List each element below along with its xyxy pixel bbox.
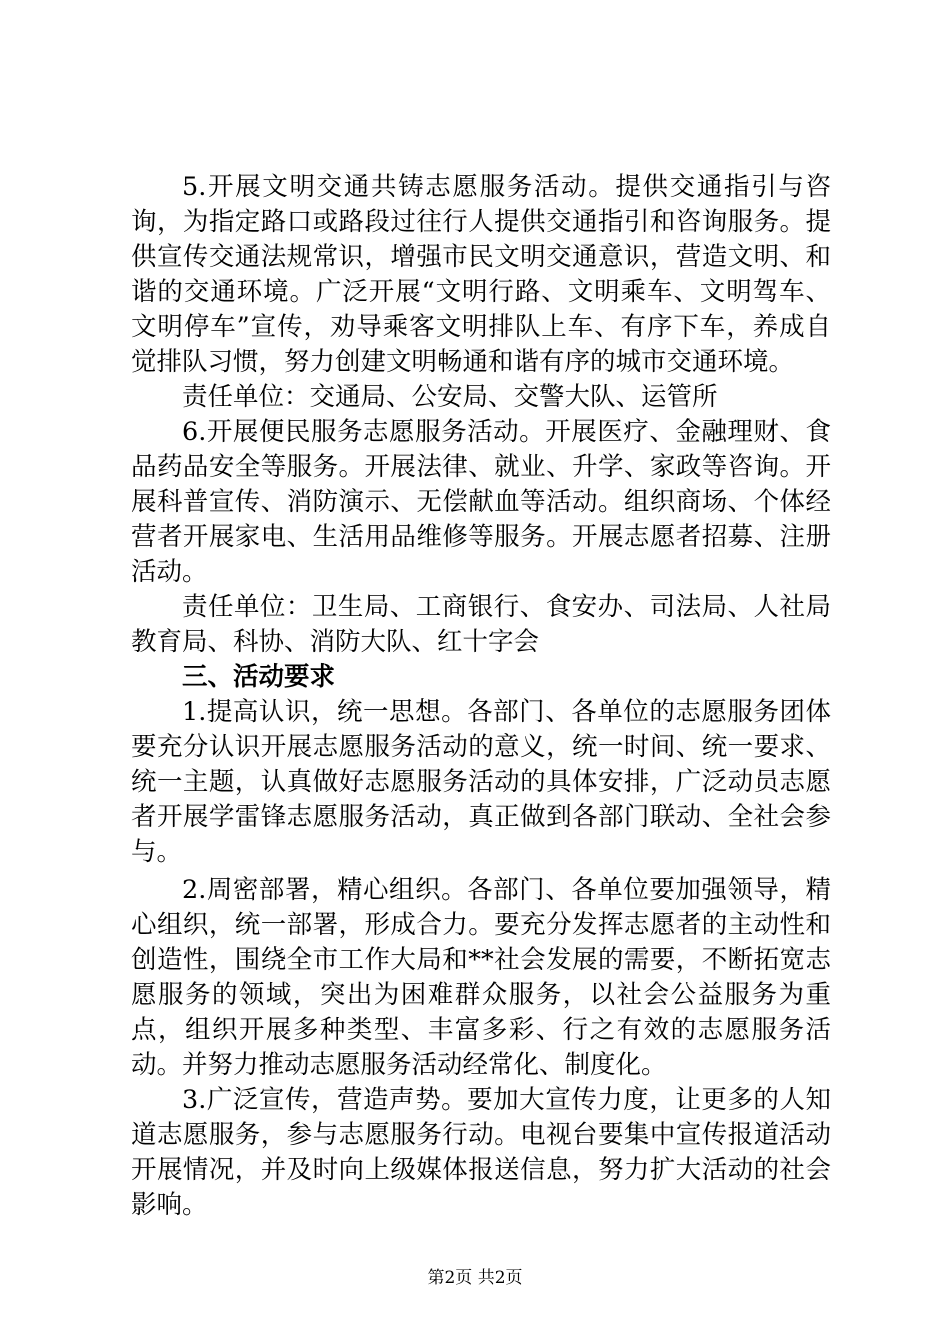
responsible-units-item-5: 责任单位：交通局、公安局、交警大队、运管所 (182, 382, 718, 412)
section-heading: 三、活动要求 (182, 662, 336, 692)
paragraph-item-5: 5.开展文明交通共铸志愿服务活动。提供交通指引与咨询，为指定路口或路段过往行人提供交通指引和咨询服务。提供宣传交通法规常识，增强市民文明交通意识，营造文明、和谐的交通环境。广泛开展“文明行路、文明乘车、文明驾车、文明停车”宣传，劝导乘客文明排队上车、有序下车，养成自觉排队习惯，努力创建文明畅通和谐有序的城市交通环境。 (131, 172, 831, 377)
requirement-3: 3.广泛宣传，营造声势。要加大宣传力度，让更多的人知道志愿服务，参与志愿服务行动。电视台要集中宣传报道活动开展情况，并及时向上级媒体报送信息，努力扩大活动的社会影响。 (131, 1085, 831, 1220)
document-body (131, 170, 831, 1223)
responsible-units-item-6: 责任单位：卫生局、工商银行、食安办、司法局、人社局教育局、科协、消防大队、红十字会 (131, 592, 831, 657)
page-footer: 第2页 共2页 (427, 1268, 523, 1288)
paragraph-item-6: 6.开展便民服务志愿服务活动。开展医疗、金融理财、食品药品安全等服务。开展法律、就业、升学、家政等咨询。开展科普宣传、消防演示、无偿献血等活动。组织商场、个体经营者开展家电、生活用品维修等服务。开展志愿者招募、注册活动。 (131, 417, 831, 587)
requirement-1: 1.提高认识，统一思想。各部门、各单位的志愿服务团体要充分认识开展志愿服务活动的意义，统一时间、统一要求、统一主题，认真做好志愿服务活动的具体安排，广泛动员志愿者开展学雷锋志愿服务活动，真正做到各部门联动、全社会参与。 (131, 697, 831, 867)
requirement-2: 2.周密部署，精心组织。各部门、各单位要加强领导，精心组织，统一部署，形成合力。要充分发挥志愿者的主动性和创造性，围绕全市工作大局和**社会发展的需要，不断拓宽志愿服务的领域，突出为困难群众服务，以社会公益服务为重点，组织开展多种类型、丰富多彩、行之有效的志愿服务活动。并努力推动志愿服务活动经常化、制度化。 (131, 875, 831, 1080)
